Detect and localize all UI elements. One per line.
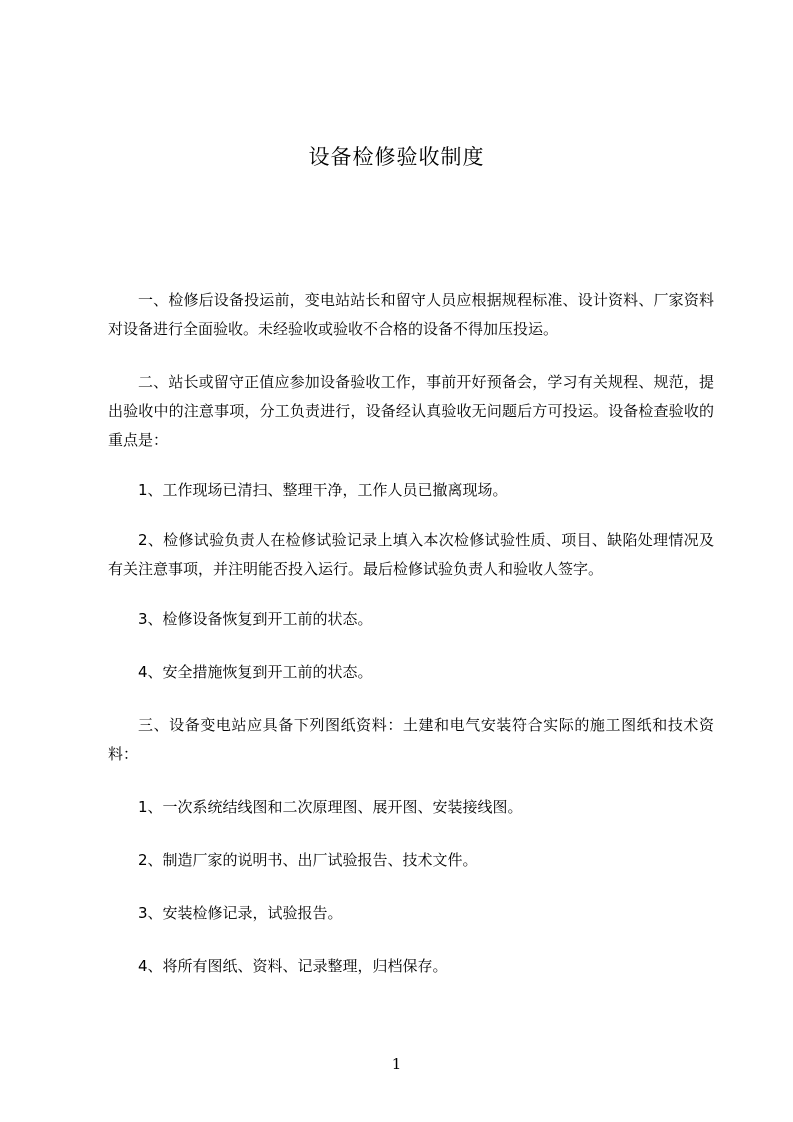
paragraph-2: 二、站长或留守正值应参加设备验收工作，事前开好预备会，学习有关规程、规范，提出验收中的注意事项，分工负责进行，设备经认真验收无问题后方可投运。设备检查验收的重点是：: [108, 373, 714, 449]
acceptance-item-1: 1、工作现场已清扫、整理干净，工作人员已撤离现场。: [138, 481, 508, 499]
drawing-item-1: 1、一次系统结线图和二次原理图、展开图、安装接线图。: [138, 798, 523, 816]
paragraph-3: 三、设备变电站应具备下列图纸资料：土建和电气安装符合实际的施工图纸和技术资料：: [108, 716, 714, 763]
drawing-item-3: 3、安装检修记录，试验报告。: [138, 904, 343, 922]
drawing-item-2: 2、制造厂家的说明书、出厂试验报告、技术文件。: [138, 851, 478, 869]
acceptance-item-4: 4、安全措施恢复到开工前的状态。: [138, 663, 373, 681]
page-number: 1: [391, 1055, 402, 1073]
drawing-item-4: 4、将所有图纸、资料、记录整理，归档保存。: [138, 957, 448, 975]
document-title: 设备检修验收制度: [308, 145, 485, 169]
paragraph-1: 一、检修后设备投运前，变电站站长和留守人员应根据规程标准、设计资料、厂家资料对设备进行全面验收。未经验收或验收不合格的设备不得加压投运。: [108, 291, 714, 338]
acceptance-item-2: 2、检修试验负责人在检修试验记录上填入本次检修试验性质、项目、缺陷处理情况及有关注意事项，并注明能否投入运行。最后检修试验负责人和验收人签字。: [108, 531, 714, 578]
acceptance-item-3: 3、检修设备恢复到开工前的状态。: [138, 610, 373, 628]
